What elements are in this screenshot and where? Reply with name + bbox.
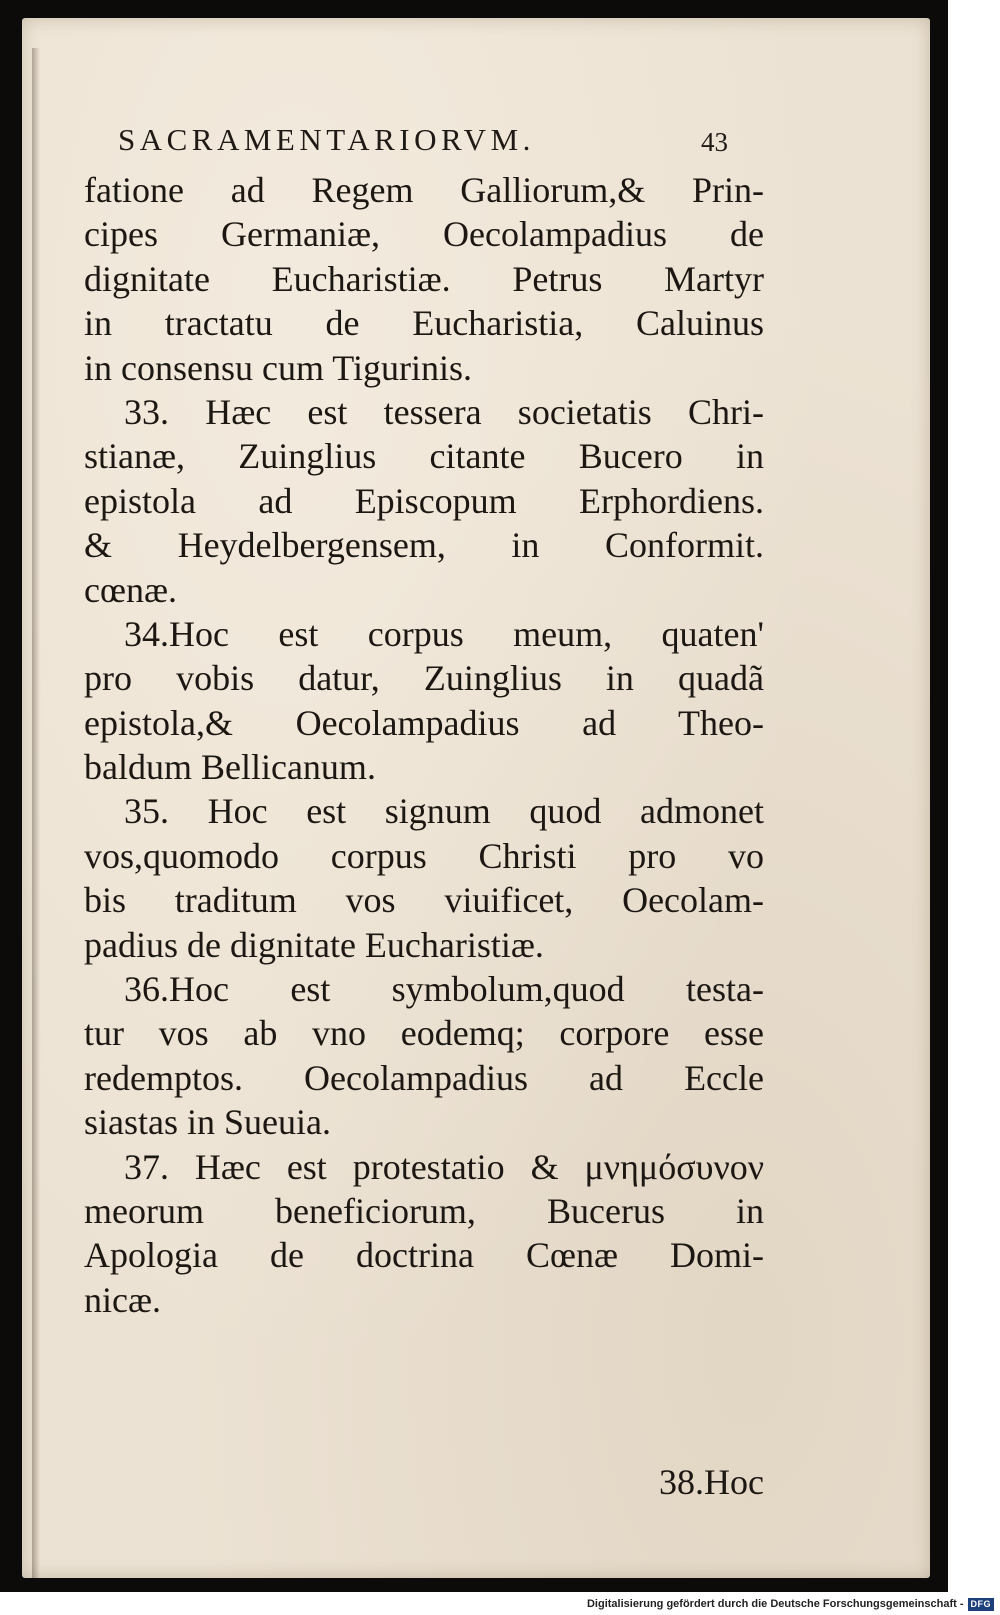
paragraph-37-line-2: meorum beneficiorum, Bucerus in <box>84 1190 764 1231</box>
paragraph-34-line-4: baldum Bellicanum. <box>84 747 376 788</box>
text-line-4: in tractatu de Eucharistia, Caluinus <box>84 303 764 344</box>
credit-text: Digitalisierung gefördert durch die Deutsche Forschungsgemeinschaft - <box>586 1598 964 1610</box>
digitization-credit <box>587 1596 994 1612</box>
paragraph-34-line-2: pro vobis datur, Zuinglius in quadã <box>84 658 764 699</box>
paragraph-37-line-1: 37. Hæc est protestatio & μνημόσυνον <box>124 1146 764 1187</box>
text-line-5: in consensu cum Tigurinis. <box>84 347 473 388</box>
paragraph-35-line-2: vos,quomodo corpus Christi pro vo <box>84 835 764 876</box>
paragraph-34-line-1: 34.Hoc est corpus meum, quaten' <box>124 613 764 654</box>
catchword: 38.Hoc <box>659 1462 764 1502</box>
book-page <box>22 18 930 1578</box>
paragraph-35-line-1: 35. Hoc est signum quod admonet <box>124 791 764 832</box>
paragraph-36-line-1: 36.Hoc est symbolum,quod testa- <box>124 969 764 1010</box>
running-title: SACRAMENTARIORVM. <box>118 122 535 157</box>
paragraph-36-line-3: redemptos. Oecolampadius ad Eccle <box>84 1057 764 1098</box>
paragraph-36-line-4: siastas in Sueuia. <box>84 1102 331 1143</box>
paragraph-33-line-3: epistola ad Episcopum Erphordiens. <box>84 480 764 521</box>
dfg-logo: DFG <box>968 1598 995 1611</box>
paragraph-37-line-4: nicæ. <box>84 1279 161 1320</box>
paragraph-37-line-3: Apologia de doctrina Cœnæ Domi- <box>84 1235 764 1276</box>
text-block <box>84 168 764 1502</box>
paragraph-34-line-3: epistola,& Oecolampadius ad Theo- <box>84 702 764 743</box>
text-line-3: dignitate Eucharistiæ. Petrus Martyr <box>84 258 764 299</box>
running-head <box>118 118 728 162</box>
page-number: 43 <box>701 127 728 157</box>
paragraph-33-line-1: 33. Hæc est tessera societatis Chri- <box>124 391 764 432</box>
paragraph-35-line-3: bis traditum vos viuificet, Oecolam- <box>84 880 764 921</box>
paragraph-36-line-2: tur vos ab vno eodemq; corpore esse <box>84 1013 764 1054</box>
page-gutter-shadow <box>32 48 40 1578</box>
paragraph-35-line-4: padius de dignitate Eucharistiæ. <box>84 924 544 965</box>
text-line-2: cipes Germaniæ, Oecolampadius de <box>84 214 764 255</box>
paragraph-33-line-4: & Heydelbergensem, in Conformit. <box>84 525 764 566</box>
text-line-1: fatione ad Regem Galliorum,& Prin- <box>84 170 764 210</box>
paragraph-33-line-2: stianæ, Zuinglius citante Bucero in <box>84 436 764 477</box>
paragraph-33-line-5: cœnæ. <box>84 569 177 610</box>
